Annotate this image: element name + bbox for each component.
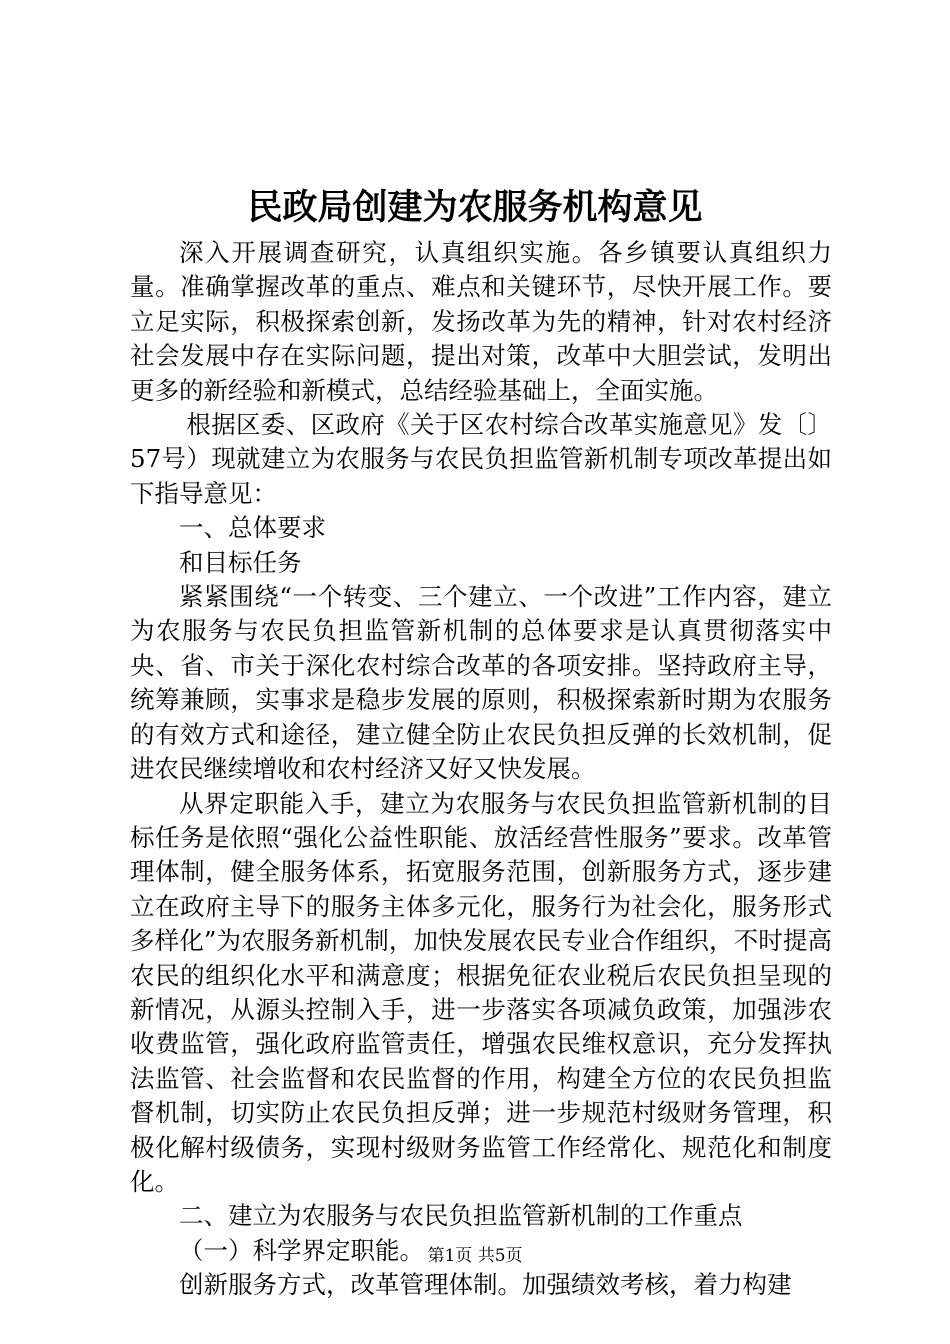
paragraph-service-innovation: 创新服务方式，改革管理体制。加强绩效考核，着力构建 (179, 1270, 792, 1300)
document-title: 民政局创建为农服务机构意见 (247, 187, 703, 228)
paragraph-implementation: 深入开展调查研究，认真组织实施。各乡镇要认真组织力量。准确掌握改革的重点、难点和关键环节，尽快开展工作。要立足实际，积极探索创新，发扬改革为先的精神，针对农村经济社会发展中存在实际问题，提出对策，改革中大胆尝试，发明出更多的新经验和新模式，总结经验基础上，全面实施。 (130, 238, 832, 405)
document-body (130, 236, 832, 1303)
page-number-footer: 第1页 共5页 (427, 1246, 523, 1266)
heading-work-focus: 二、建立为农服务与农民负担监管新机制的工作重点 (179, 1201, 743, 1231)
paragraph-basis: 根据区委、区政府《关于区农村综合改革实施意见》发〔〕57号）现就建立为农服务与农民负担监管新机制专项改革提出如下指导意见： (130, 410, 832, 508)
heading-targets: 和目标任务 (179, 547, 302, 577)
paragraph-general-requirements: 紧紧围绕“一个转变、三个建立、一个改进”工作内容，建立为农服务与农民负担监管新机制的总体要求是认真贯彻落实中央、省、市关于深化农村综合改革的各项安排。坚持政府主导，统筹兼顾，实事求是稳步发展的原则，积极探索新时期为农服务的有效方式和途径，建立健全防止农民负担反弹的长效机制，促进农民继续增收和农村经济又好又快发展。 (130, 582, 832, 784)
paragraph-target-tasks: 从界定职能入手，建立为农服务与农民负担监管新机制的目标任务是依照“强化公益性职能、放活经营性服务”要求。改革管理体制，健全服务体系，拓宽服务范围，创新服务方式，逐步建立在政府主导下的服务主体多元化，服务行为社会化，服务形式多样化”为农服务新机制，加快发展农民专业合作组织，不时提高农民的组织化水平和满意度；根据免征农业税后农民负担呈现的新情况，从源头控制入手，进一步落实各项减负政策，加强涉农收费监管，强化政府监管责任，增强农民维权意识，充分发挥执法监管、社会监督和农民监督的作用，构建全方位的农民负担监督机制，切实防止农民负担反弹；进一步规范村级财务管理，积极化解村级债务，实现村级财务监管工作经常化、规范化和制度化。 (130, 788, 832, 1196)
heading-general-requirements: 一、总体要求 (179, 513, 326, 543)
heading-define-functions: （一）科学界定职能。 (179, 1235, 424, 1265)
